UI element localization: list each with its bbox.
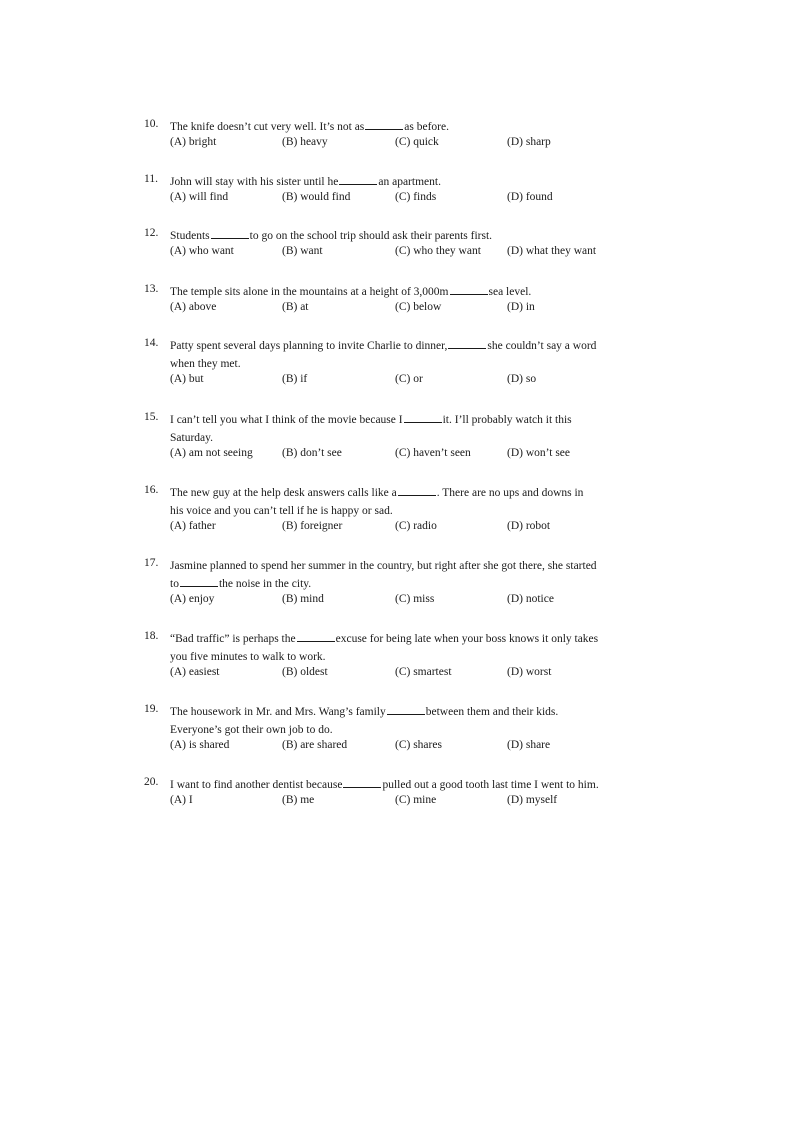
line-text-before-blank: I want to find another dentist because xyxy=(170,779,343,791)
option-b: (B) don’t see xyxy=(282,447,342,459)
option-c: (C) quick xyxy=(395,136,439,148)
option-d: (D) found xyxy=(507,191,553,203)
question-line xyxy=(170,484,640,502)
question-text xyxy=(170,118,640,136)
line-text-before-blank: The knife doesn’t cut very well. It’s not as xyxy=(170,121,365,133)
question-line xyxy=(170,703,640,721)
question-number: 11. xyxy=(144,173,158,185)
option-a: (A) but xyxy=(170,373,204,385)
option-b: (B) oldest xyxy=(282,666,328,678)
question-number: 13. xyxy=(144,283,159,295)
answer-blank xyxy=(180,576,218,587)
option-c: (C) shares xyxy=(395,739,442,751)
line-text-after-blank: she couldn’t say a word xyxy=(487,340,597,352)
option-b: (B) would find xyxy=(282,191,351,203)
option-a: (A) easiest xyxy=(170,666,220,678)
line-text-after-blank: sea level. xyxy=(488,286,532,298)
question-text xyxy=(170,776,640,794)
question-number: 19. xyxy=(144,703,159,715)
option-d: (D) in xyxy=(507,301,535,313)
option-c: (C) haven’t seen xyxy=(395,447,471,459)
option-d: (D) won’t see xyxy=(507,447,571,459)
question-number: 18. xyxy=(144,630,159,642)
question-line xyxy=(170,630,640,648)
option-b: (B) me xyxy=(282,794,315,806)
question-number: 14. xyxy=(144,337,159,349)
question-line xyxy=(170,411,640,429)
option-c: (C) mine xyxy=(395,794,437,806)
line-text-before-blank: I can’t tell you what I think of the movie because I xyxy=(170,414,403,426)
question-line xyxy=(170,173,640,191)
question-text xyxy=(170,283,640,301)
question-number: 16. xyxy=(144,484,159,496)
question-line xyxy=(170,227,640,245)
line-text-after-blank: it. I’ll probably watch it this xyxy=(442,414,572,426)
answer-blank xyxy=(211,228,249,239)
line-text: his voice and you can’t tell if he is happy or sad. xyxy=(170,505,393,517)
answer-options xyxy=(170,794,640,812)
answer-options xyxy=(170,373,640,391)
option-a: (A) who want xyxy=(170,245,234,257)
answer-options xyxy=(170,136,640,154)
option-a: (A) will find xyxy=(170,191,229,203)
option-d: (D) notice xyxy=(507,593,554,605)
line-text-before-blank: Patty spent several days planning to invite Charlie to dinner, xyxy=(170,340,448,352)
line-text: Saturday. xyxy=(170,432,214,444)
question-line xyxy=(170,575,640,593)
question-line xyxy=(170,118,640,136)
answer-options xyxy=(170,191,640,209)
line-text-after-blank: the noise in the city. xyxy=(218,578,312,590)
line-text-after-blank: . There are no ups and downs in xyxy=(436,487,584,499)
line-text: when they met. xyxy=(170,358,241,370)
question-number: 12. xyxy=(144,227,159,239)
question-text xyxy=(170,484,640,520)
option-a: (A) is shared xyxy=(170,739,230,751)
question-line xyxy=(170,337,640,355)
option-a: (A) I xyxy=(170,794,193,806)
line-text-before-blank: “Bad traffic” is perhaps the xyxy=(170,633,296,645)
answer-blank xyxy=(398,485,436,496)
option-b: (B) foreigner xyxy=(282,520,343,532)
option-a: (A) above xyxy=(170,301,217,313)
option-b: (B) if xyxy=(282,373,308,385)
question-number: 10. xyxy=(144,118,159,130)
line-text-before-blank: The housework in Mr. and Mrs. Wang’s family xyxy=(170,706,386,718)
question-text xyxy=(170,411,640,447)
line-text-after-blank: pulled out a good tooth last time I went to him. xyxy=(382,779,599,791)
line-text-after-blank: excuse for being late when your boss knows it only takes xyxy=(335,633,599,645)
answer-blank xyxy=(448,338,486,349)
question-line xyxy=(170,283,640,301)
option-d: (D) robot xyxy=(507,520,551,532)
question-line xyxy=(170,776,640,794)
line-text-before-blank: Students xyxy=(170,230,210,242)
line-text: you five minutes to walk to work. xyxy=(170,651,326,663)
answer-options xyxy=(170,739,640,757)
line-text: Jasmine planned to spend her summer in the country, but right after she got there, she started xyxy=(170,560,597,572)
option-c: (C) below xyxy=(395,301,442,313)
answer-options xyxy=(170,301,640,319)
line-text-after-blank: to go on the school trip should ask their parents first. xyxy=(249,230,493,242)
question-text xyxy=(170,337,640,373)
option-a: (A) father xyxy=(170,520,216,532)
answer-blank xyxy=(450,284,488,295)
question-number: 20. xyxy=(144,776,159,788)
question-line xyxy=(170,502,640,520)
line-text-after-blank: as before. xyxy=(404,121,449,133)
option-c: (C) miss xyxy=(395,593,435,605)
line-text: Everyone’s got their own job to do. xyxy=(170,724,333,736)
option-d: (D) sharp xyxy=(507,136,551,148)
option-b: (B) heavy xyxy=(282,136,328,148)
answer-blank xyxy=(339,174,377,185)
option-c: (C) or xyxy=(395,373,423,385)
option-a: (A) bright xyxy=(170,136,217,148)
option-b: (B) are shared xyxy=(282,739,348,751)
answer-options xyxy=(170,447,640,465)
line-text-after-blank: between them and their kids. xyxy=(425,706,559,718)
question-text xyxy=(170,630,640,666)
answer-options xyxy=(170,520,640,538)
option-d: (D) share xyxy=(507,739,551,751)
option-a: (A) am not seeing xyxy=(170,447,253,459)
line-text-before-blank: John will stay with his sister until he xyxy=(170,176,339,188)
option-b: (B) at xyxy=(282,301,309,313)
line-text-after-blank: an apartment. xyxy=(378,176,441,188)
option-b: (B) mind xyxy=(282,593,324,605)
question-line xyxy=(170,721,640,739)
answer-blank xyxy=(297,631,335,642)
question-text xyxy=(170,557,640,593)
line-text-before-blank: The temple sits alone in the mountains at a height of 3,000m xyxy=(170,286,449,298)
question-line xyxy=(170,557,640,575)
line-text-before-blank: The new guy at the help desk answers calls like a xyxy=(170,487,397,499)
option-a: (A) enjoy xyxy=(170,593,215,605)
question-number: 17. xyxy=(144,557,159,569)
question-line xyxy=(170,648,640,666)
answer-options xyxy=(170,593,640,611)
option-d: (D) what they want xyxy=(507,245,597,257)
option-d: (D) worst xyxy=(507,666,552,678)
answer-options xyxy=(170,245,640,263)
question-line xyxy=(170,429,640,447)
option-c: (C) finds xyxy=(395,191,437,203)
answer-blank xyxy=(343,777,381,788)
option-d: (D) so xyxy=(507,373,537,385)
question-text xyxy=(170,173,640,191)
answer-blank xyxy=(387,704,425,715)
question-number: 15. xyxy=(144,411,159,423)
option-b: (B) want xyxy=(282,245,323,257)
line-text-before-blank: to xyxy=(170,578,179,590)
question-text xyxy=(170,703,640,739)
question-text xyxy=(170,227,640,245)
option-c: (C) who they want xyxy=(395,245,481,257)
option-c: (C) smartest xyxy=(395,666,452,678)
question-line xyxy=(170,355,640,373)
answer-blank xyxy=(404,412,442,423)
option-c: (C) radio xyxy=(395,520,437,532)
option-d: (D) myself xyxy=(507,794,558,806)
answer-options xyxy=(170,666,640,684)
answer-blank xyxy=(365,119,403,130)
